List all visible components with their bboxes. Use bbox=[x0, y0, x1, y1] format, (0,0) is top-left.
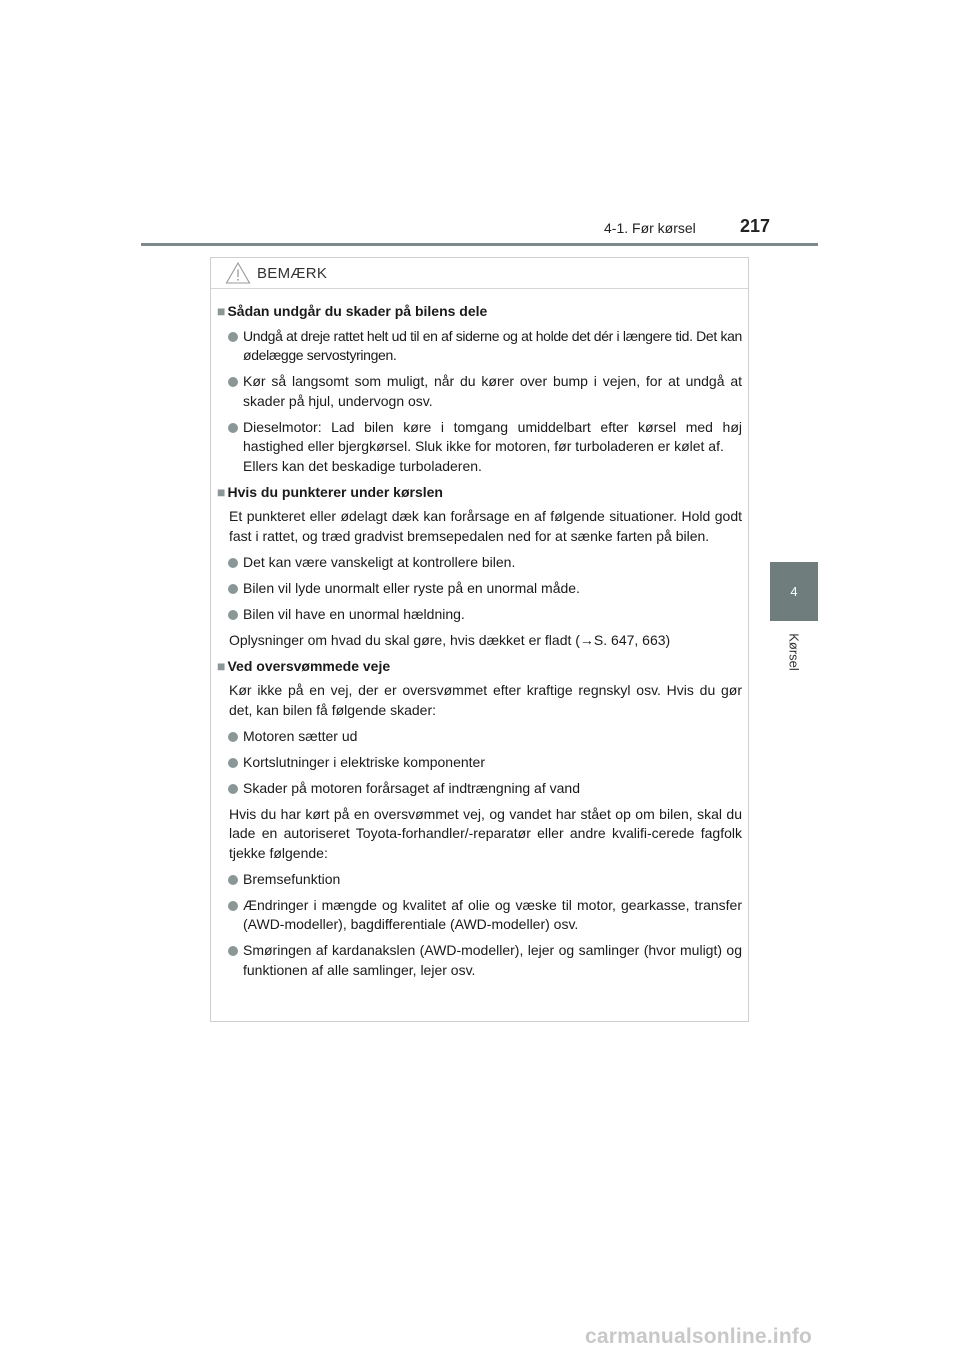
list-item bbox=[217, 753, 742, 773]
list-item-text: Bilen vil lyde unormalt eller ryste på en unormal måde. bbox=[243, 579, 580, 596]
list-item bbox=[217, 553, 742, 573]
section-heading-text: Ved oversvømmede veje bbox=[227, 657, 391, 674]
bullet-dot-icon bbox=[228, 584, 238, 594]
list-item-text: Motoren sætter ud bbox=[243, 727, 358, 744]
list-item-text: Dieselmotor: Lad bilen køre i tomgang umiddelbart efter kørsel med høj hastighed eller bjergkørsel. Sluk ikke for motoren, før turboladeren er kølet af. bbox=[243, 418, 742, 454]
list-item bbox=[217, 605, 742, 625]
chapter-number: 4 bbox=[790, 584, 798, 599]
bullet-dot-icon bbox=[228, 784, 238, 794]
section-heading-text: Hvis du punkterer under kørslen bbox=[227, 483, 443, 500]
list-item bbox=[217, 579, 742, 599]
list-item bbox=[217, 372, 742, 411]
notice-body bbox=[211, 289, 748, 980]
bullet-dot-icon bbox=[228, 901, 238, 911]
section-heading bbox=[217, 657, 742, 677]
square-bullet-icon: ■ bbox=[217, 657, 226, 674]
square-bullet-icon: ■ bbox=[217, 303, 226, 319]
list-item-text: Bremsefunktion bbox=[243, 870, 341, 887]
bullet-dot-icon bbox=[228, 558, 238, 568]
section-title: 4-1. Før kørsel bbox=[604, 220, 696, 236]
section-heading-text: Sådan undgår du skader på bilens dele bbox=[227, 303, 488, 319]
list-item-text: Skader på motoren forårsaget af indtrængning af vand bbox=[243, 779, 580, 796]
section-heading bbox=[217, 483, 742, 503]
bullet-dot-icon bbox=[228, 377, 238, 387]
watermark: carmanualsonline.info bbox=[585, 1325, 813, 1348]
list-item-text: Ellers kan det beskadige turboladeren. bbox=[243, 457, 482, 474]
list-item-text: Kortslutninger i elektriske komponenter bbox=[243, 753, 486, 770]
list-item bbox=[217, 418, 742, 477]
page-number: 217 bbox=[740, 216, 771, 236]
list-item-text: Undgå at dreje rattet helt ud til en af siderne og at holde det dér i længere tid. Det kan ødelægge servostyringen. bbox=[243, 327, 742, 363]
list-item-text: Bilen vil have en unormal hældning. bbox=[243, 605, 465, 622]
bullet-dot-icon bbox=[228, 875, 238, 885]
notice-header bbox=[211, 258, 748, 289]
bullet-dot-icon bbox=[228, 758, 238, 768]
list-item-text: Kør så langsomt som muligt, når du kører over bump i vejen, for at undgå at skader på hjul, undervogn osv. bbox=[243, 373, 742, 409]
bullet-dot-icon bbox=[228, 610, 238, 620]
list-item-text: Ændringer i mængde og kvalitet af olie og væske til motor, gearkasse, transfer (AWD-modeller), bagdifferentiale (AWD-modeller) osv. bbox=[243, 896, 742, 932]
page-reference[interactable]: Oplysninger om hvad du skal gøre, hvis dækket er fladt (→S. 647, 663) bbox=[229, 631, 671, 648]
bullet-dot-icon bbox=[228, 732, 238, 742]
chapter-label: Kørsel bbox=[786, 633, 802, 671]
notice-box bbox=[210, 257, 749, 1022]
list-item bbox=[217, 779, 742, 799]
paragraph: Et punkteret eller ødelagt dæk kan forårsage en af følgende situationer. Hold godt fast i rattet, og træd gradvist bremsepedalen ned for at sænke farten på bilen. bbox=[229, 508, 742, 544]
list-item bbox=[217, 870, 742, 890]
header-divider bbox=[141, 243, 818, 246]
paragraph: Hvis du har kørt på en oversvømmet vej, og vandet har stået op om bilen, skal du lade en autoriseret Toyota-forhandler/-reparatør eller andre kvalifi-cerede fagfolk tjekke følgende: bbox=[229, 805, 742, 861]
notice-title: BEMÆRK bbox=[257, 264, 328, 282]
list-item bbox=[217, 941, 742, 980]
section-heading bbox=[217, 302, 742, 322]
bullet-dot-icon bbox=[228, 946, 238, 956]
bullet-dot-icon bbox=[228, 332, 238, 342]
list-item-text: Smøringen af kardanakslen (AWD-modeller), lejer og samlinger (hvor muligt) og funktionen af alle samlinger, lejer osv. bbox=[243, 942, 742, 978]
square-bullet-icon: ■ bbox=[217, 483, 226, 500]
list-item bbox=[217, 327, 742, 366]
list-item bbox=[217, 896, 742, 935]
list-item bbox=[217, 727, 742, 747]
chapter-tab[interactable] bbox=[770, 562, 818, 621]
list-item-text: Det kan være vanskeligt at kontrollere bilen. bbox=[243, 553, 516, 570]
warning-triangle-icon bbox=[225, 261, 251, 285]
bullet-dot-icon bbox=[228, 423, 238, 433]
paragraph: Kør ikke på en vej, der er oversvømmet efter kraftige regnskyl osv. Hvis du gør det, kan bilen få følgende skader: bbox=[229, 682, 742, 718]
